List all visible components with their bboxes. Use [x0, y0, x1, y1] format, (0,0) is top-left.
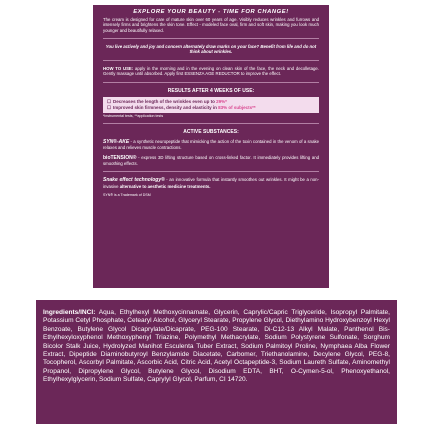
result-highlight: 29%: [216, 98, 226, 104]
how-to-use-label: HOW TO USE:: [103, 65, 134, 71]
result-footnote-mark: **: [252, 104, 256, 110]
result-prefix: Improved skin firmness, density and elasticity in: [113, 104, 219, 110]
results-footnote: *instrumental tests, **application tests: [103, 114, 164, 119]
result-item: [107, 105, 315, 111]
ingredients-label: Ingredients/INCI:: [43, 309, 96, 316]
results-title: RESULTS AFTER 4 WEEKS OF USE:: [167, 87, 255, 94]
checkbox-icon: ☐: [107, 104, 112, 110]
how-to-use: [103, 66, 319, 77]
ingredients-list: [43, 309, 390, 385]
result-text: [113, 105, 256, 111]
biotension-label: bioTENSION®: [103, 154, 137, 161]
divider: [103, 123, 319, 124]
biotension-description: [103, 155, 319, 167]
syn-ake-text: - a synthetic neuropeptide that mimicking the action of the toxin contained in the venom of a snake relaxes and relieves muscle contractions.: [103, 139, 319, 151]
divider: [103, 60, 319, 61]
snake-effect-text: - an innovative formula that instantly smoothes out wrinkles. It might be a non-invasive: [103, 177, 319, 189]
result-highlight: 83% of subjects: [218, 104, 253, 110]
ingredients-panel: [36, 300, 397, 424]
quote-text: You live actively and joy and concern alternately draw marks on your face? Benefit from life and do not think about wrinkles.: [105, 44, 317, 55]
divider: [103, 171, 319, 172]
result-prefix: Decreases the length of the wrinkles even up to: [113, 98, 217, 104]
snake-effect-description: [103, 177, 319, 189]
divider: [103, 38, 319, 39]
syn-ake-label: SYN®-AKE: [103, 139, 130, 146]
product-info-panel: [93, 5, 329, 288]
snake-effect-label: Snake effect technology®: [103, 177, 165, 184]
result-footnote-mark: *: [225, 98, 227, 104]
ingredients-text: Aqua, Ethylhexyl Methoxycinnamate, Glycerin, Caprylic/Capric Triglyceride, Isopropyl Palmitate, Potassium Cetyl Phosphate, Cetearyl Alcohol, Glyceryl Stearate, Propylene Glycol, Diethylamino Hydroxybenzoyl Hexyl Benzoate, Butylene Glycol Dicaprylate/Dicaprate, PEG-100 Stearate, Di-C12-13 Alkyl Malate, Panthenol Bis-Ethylhexyloxyphenol Methoxyphenyl Triazine, Polymethyl Methacrylate, Sodium Polystyrene Sulfonate, Sorghum Bicolor Stalk Juice, Hydrolyzed Manihot Esculenta Tuber Extract, Sodium Palmitoyl Proline, Nymphaea Alba Flower Extract, Dipeptide Diaminobutyroyl Benzylamide Diacetate, Carbomer, Triethanolamine, Decylene Glycol, PEG-8, Tocopherol, Ascorbyl Palmitate, Ascorbic Acid, Citric Acid, Acetyl Octapeptide-3, Sodium Laureth Sulfate, Aminomethyl Propanol, Dipropylene Glycol, Butylene Glycol, Disodium EDTA, BHT, O-Cymen-5-ol, Phenoxyethanol, Ethylhexylglycerin, Sodium Sulfate, Caprylyl Glycol, Parfum, CI 14720.: [43, 309, 390, 384]
checkbox-icon: ☐: [107, 98, 112, 104]
snake-effect-emphasis: alternative to aesthetic medicine treatments.: [119, 183, 211, 189]
active-substances-title: ACTIVE SUBSTANCES:: [183, 129, 239, 136]
results-box: [103, 97, 319, 114]
intro-text: The cream is designed for care of mature skin over 60 years of age. Visibly reduces wrinkles and furrows and intensely firms and brightens the skin tone. Effect - modeled face oval, firm and soft skin, making you look much younger and beautifully relaxed.: [103, 17, 319, 33]
syn-ake-description: [103, 139, 319, 151]
divider: [103, 82, 319, 83]
biotension-text: - express 3D lifting structure based on cross-linked factor. It immediately provides lifting and smoothing effects.: [103, 154, 319, 166]
trademark-note: SYN® is a Trademark of DSM: [103, 192, 151, 197]
how-to-use-text: apply in the morning and in the evening on clean skin of the face, the neck and decolletage. Gently massage until absorbed. Apply first ESSENZA AGE REDUCTOR to improve the effect.: [103, 65, 319, 77]
headline: EXPLORE YOUR BEAUTY - TIME FOR CHANGE!: [133, 9, 289, 15]
